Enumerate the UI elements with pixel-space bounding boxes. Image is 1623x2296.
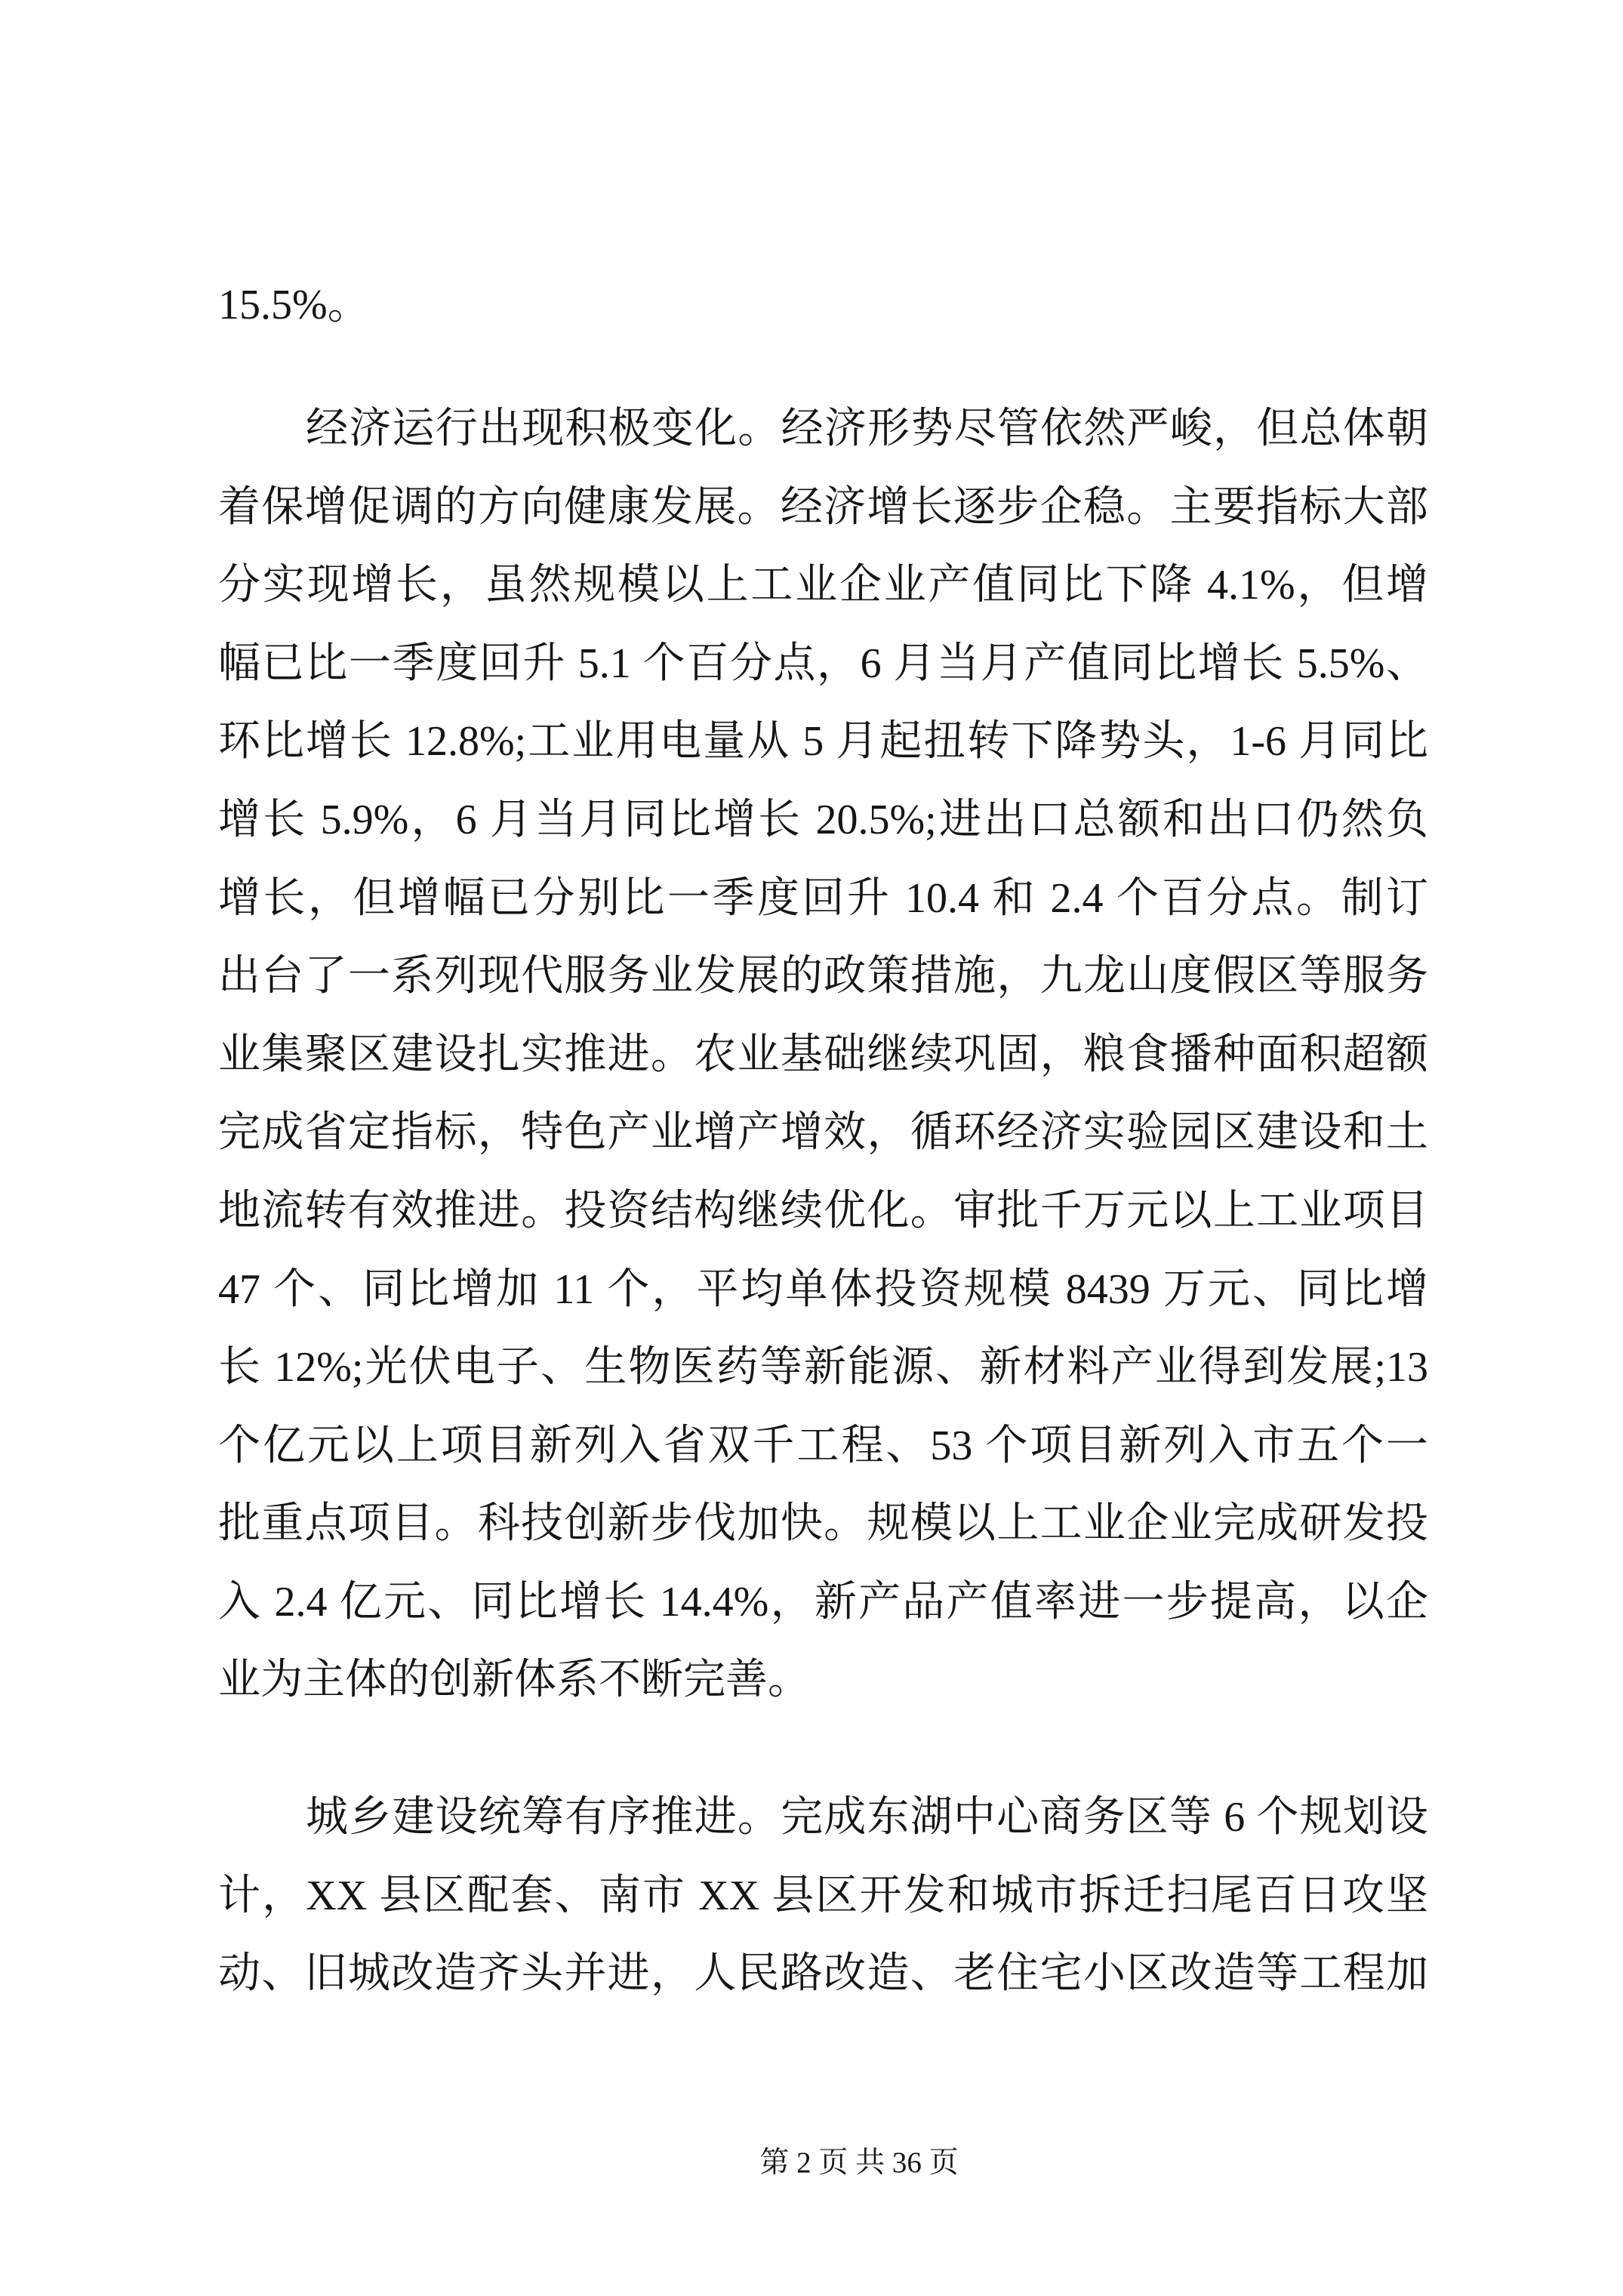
text-line: 完成省定指标，特色产业增产增效，循环经济实验园区建设和土 bbox=[218, 1109, 1428, 1157]
text-line: 47 个、同比增加 11 个，平均单体投资规模 8439 万元、同比增 bbox=[218, 1265, 1428, 1313]
text-line: 增长，但增幅已分别比一季度回升 10.4 和 2.4 个百分点。制订 bbox=[218, 874, 1428, 922]
text-line: 计，XX 县区配套、南市 XX 县区开发和城市拆迁扫尾百日攻坚 bbox=[218, 1872, 1428, 1919]
text-line: 幅已比一季度回升 5.1 个百分点，6 月当月产值同比增长 5.5%、 bbox=[218, 639, 1428, 687]
text-line: 业为主体的创新体系不断完善。 bbox=[218, 1657, 810, 1704]
text-line: 出台了一系列现代服务业发展的政策措施，九龙山度假区等服务 bbox=[218, 953, 1428, 1000]
text-line: 分实现增长，虽然规模以上工业企业产值同比下降 4.1%，但增 bbox=[218, 562, 1428, 609]
text-line: 长 12%;光伏电子、生物医药等新能源、新材料产业得到发展;13 bbox=[218, 1344, 1428, 1391]
text-line: 个亿元以上项目新列入省双千工程、53 个项目新列入市五个一 bbox=[218, 1422, 1428, 1469]
paragraph-urban-rural bbox=[218, 1779, 1428, 2014]
text-line: 环比增长 12.8%;工业用电量从 5 月起扭转下降势头，1-6 月同比 bbox=[218, 718, 1428, 766]
text-line: 动、旧城改造齐头并进，人民路改造、老住宅小区改造等工程加 bbox=[218, 1950, 1428, 1998]
text-line: 批重点项目。科技创新步伐加快。规模以上工业企业完成研发投 bbox=[218, 1500, 1428, 1548]
text-line: 着保增促调的方向健康发展。经济增长逐步企稳。主要指标大部 bbox=[218, 483, 1428, 531]
text-line: 地流转有效推进。投资结构继续优化。审批千万元以上工业项目 bbox=[218, 1187, 1428, 1234]
body-text bbox=[218, 267, 1428, 2014]
page-footer bbox=[633, 2144, 1086, 2182]
text-line: 增长 5.9%，6 月当月同比增长 20.5%;进出口总额和出口仍然负 bbox=[218, 796, 1428, 843]
paragraph-economy bbox=[218, 390, 1428, 1720]
paragraph-continuation bbox=[218, 267, 1428, 345]
text-line: 经济运行出现积极变化。经济形势尽管依然严峻，但总体朝 bbox=[306, 405, 1428, 452]
text-line: 城乡建设统筹有序推进。完成东湖中心商务区等 6 个规划设 bbox=[306, 1794, 1428, 1841]
text-line: 业集聚区建设扎实推进。农业基础继续巩固，粮食播种面积超额 bbox=[218, 1031, 1428, 1078]
page-number: 第 2 页 共 36 页 bbox=[759, 2147, 959, 2179]
text-line: 15.5%。 bbox=[218, 281, 370, 328]
text-line: 入 2.4 亿元、同比增长 14.4%，新产品产值率进一步提高，以企 bbox=[218, 1578, 1428, 1626]
